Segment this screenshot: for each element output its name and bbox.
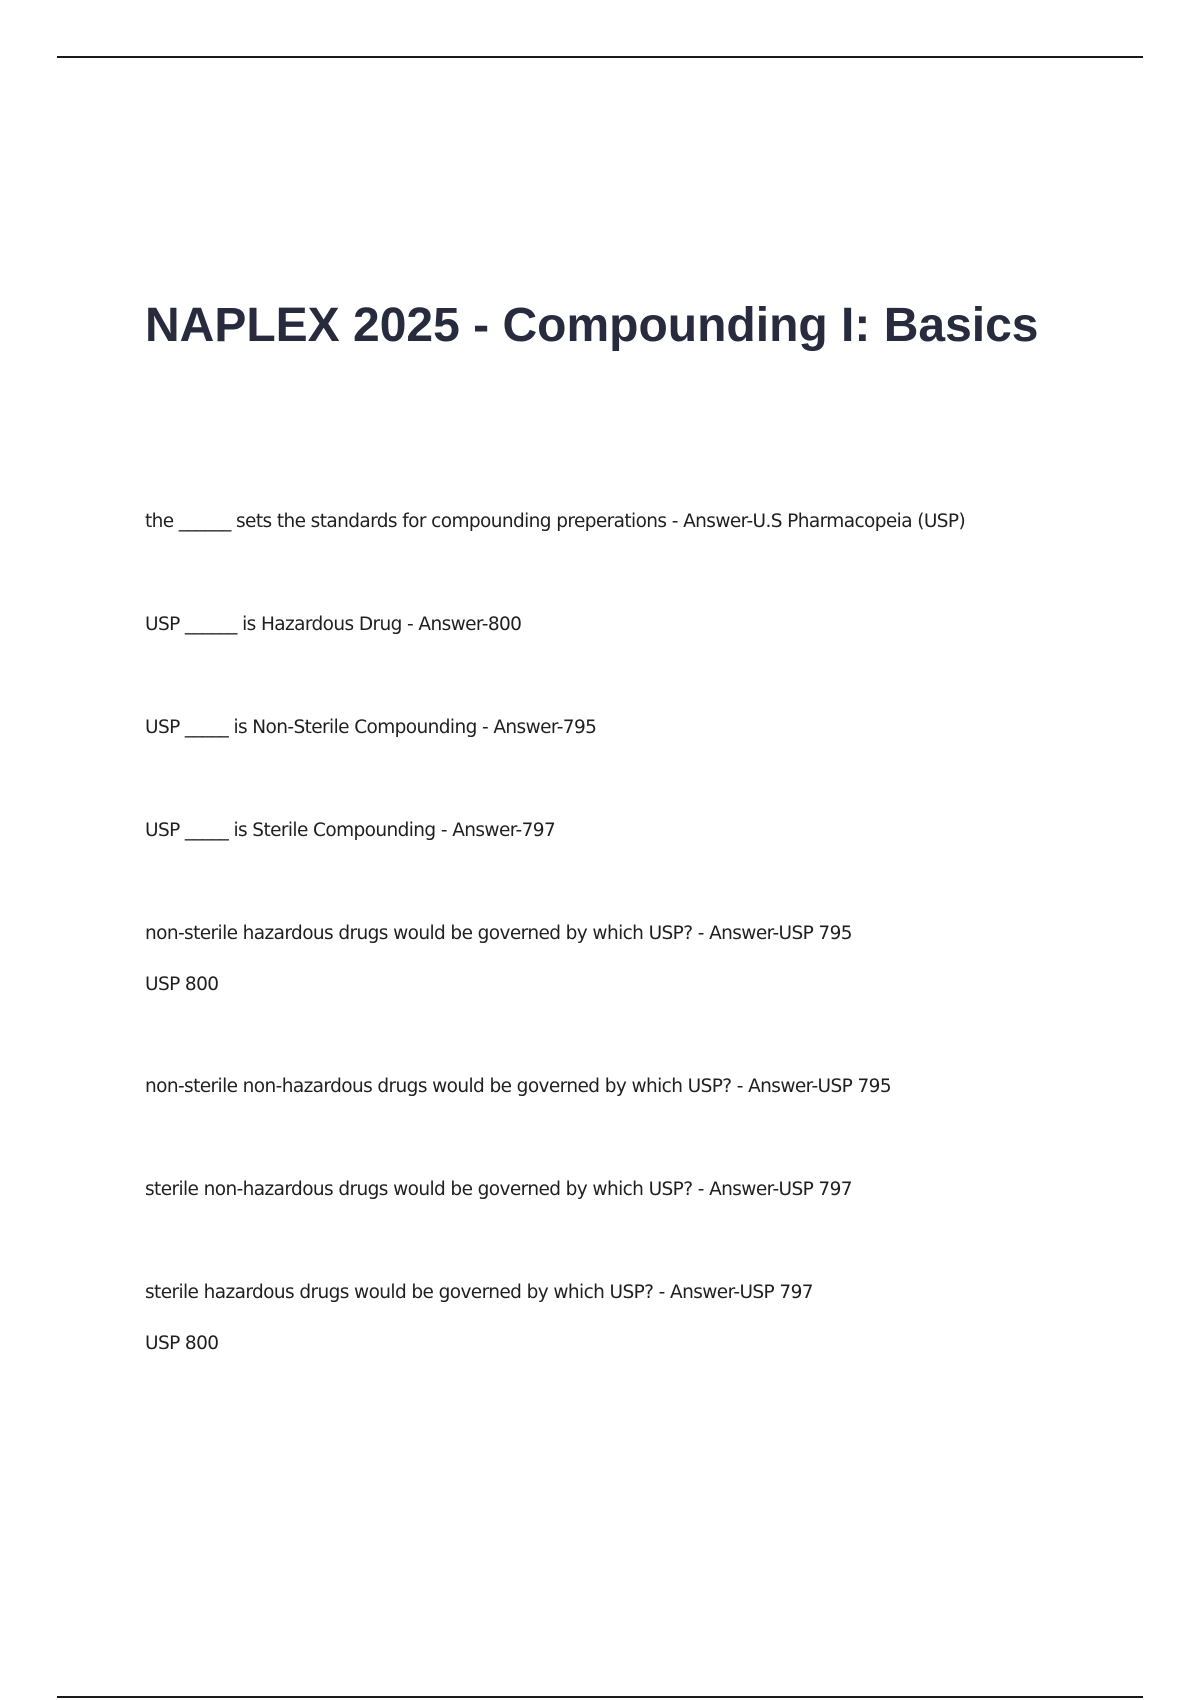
qa-item-7 xyxy=(145,1178,852,1202)
bottom-rule xyxy=(57,1696,1143,1698)
top-rule xyxy=(57,56,1143,58)
qa-item-1 xyxy=(145,510,965,534)
qa-item-4-line-1: USP _____ is Sterile Compounding - Answer-797 xyxy=(145,820,556,841)
qa-item-8-line-1: sterile hazardous drugs would be governed by which USP? - Answer-USP 797 xyxy=(145,1282,813,1303)
qa-item-5-line-1: non-sterile hazardous drugs would be governed by which USP? - Answer-USP 795 xyxy=(145,923,852,944)
qa-item-8-line-2: USP 800 xyxy=(145,1333,219,1354)
qa-item-2-line-1: USP ______ is Hazardous Drug - Answer-800 xyxy=(145,614,522,635)
qa-item-3-line-1: USP _____ is Non-Sterile Compounding - Answer-795 xyxy=(145,717,597,738)
qa-item-8 xyxy=(145,1281,813,1356)
qa-item-3 xyxy=(145,716,596,740)
qa-item-7-line-1: sterile non-hazardous drugs would be governed by which USP? - Answer-USP 797 xyxy=(145,1179,852,1200)
qa-item-5 xyxy=(145,922,852,997)
qa-item-5-line-2: USP 800 xyxy=(145,974,219,995)
qa-item-6 xyxy=(145,1075,891,1099)
qa-item-6-line-1: non-sterile non-hazardous drugs would be governed by which USP? - Answer-USP 795 xyxy=(145,1076,891,1097)
qa-item-1-line-1: the ______ sets the standards for compounding preperations - Answer-U.S Pharmacopeia (USP) xyxy=(145,511,966,532)
qa-item-2 xyxy=(145,613,521,637)
qa-item-4 xyxy=(145,819,555,843)
document-title: NAPLEX 2025 - Compounding I: Basics xyxy=(145,299,1039,352)
